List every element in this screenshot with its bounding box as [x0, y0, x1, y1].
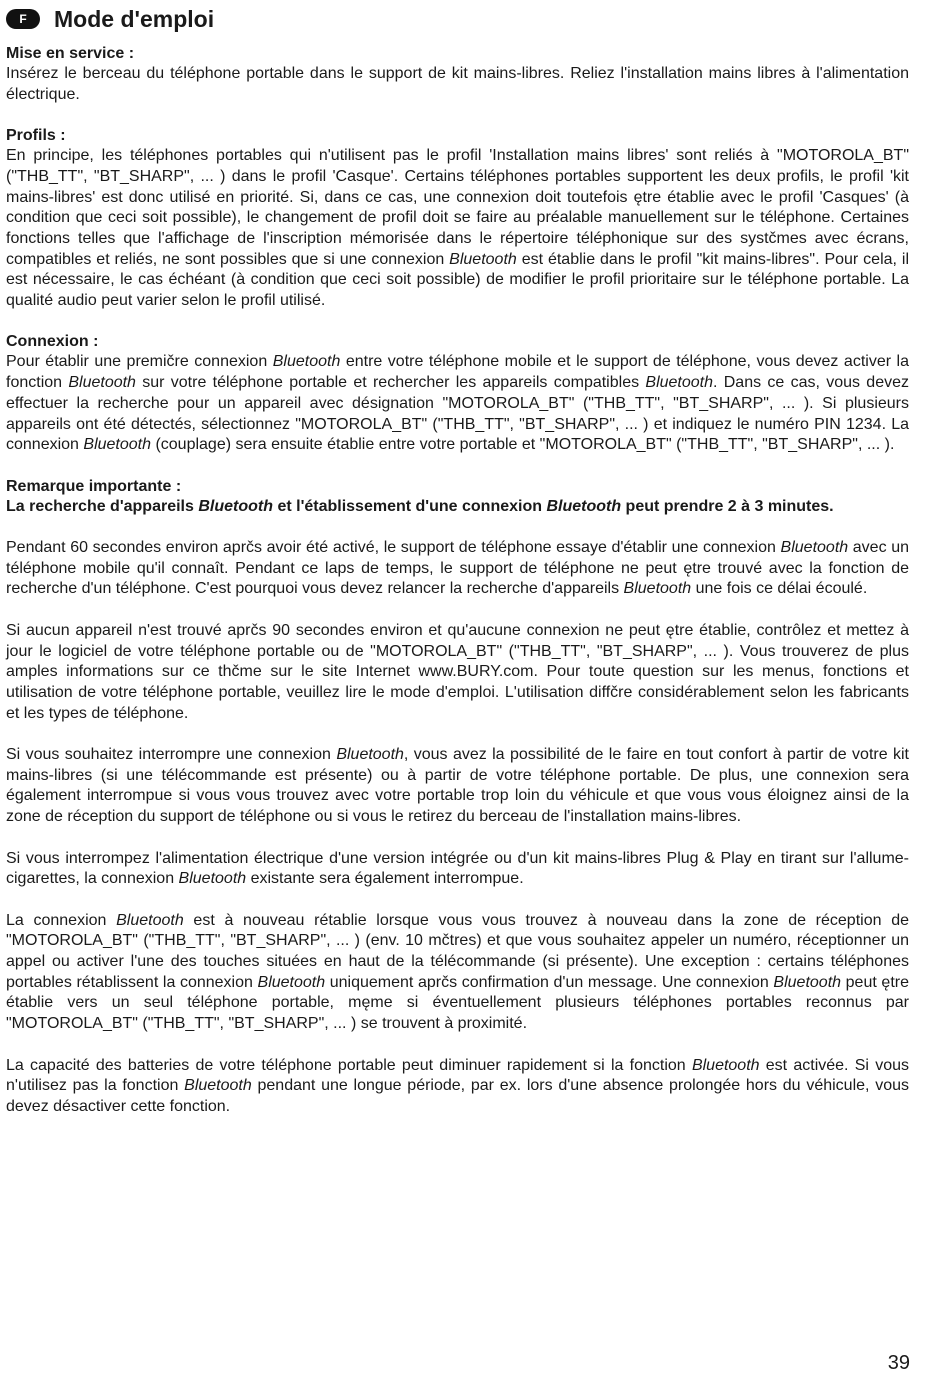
paragraph: La capacité des batteries de votre téléphone portable peut diminuer rapidement si la fonction Bluetooth est activée. Si vous n'utilisez pas la fonction Bluetooth pendant une longue période, par ex. lors d'une absence prolongée hors du véhicule, vous devez désactiver cette fonction. — [6, 1056, 910, 1115]
important-note: La recherche d'appareils Bluetooth et l'établissement d'une connexion Bluetooth peut prendre 2 à 3 minutes. — [6, 497, 834, 515]
paragraph: Pendant 60 secondes environ aprčs avoir été activé, le support de téléphone essaye d'établir une connexion Bluetooth avec un téléphone mobile qu'il connaît. Pendant ce laps de temps, le support de téléphone ne peut ętre trouvé avec la fonction de recherche d'un téléphone. C'est pourquoi vous devez relancer la recherche d'appareils Bluetooth une fois ce délai écoulé. — [6, 539, 910, 598]
section-profils — [6, 126, 909, 312]
paragraph: La connexion Bluetooth est à nouveau rétablie lorsque vous vous trouvez à nouveau dans la zone de réception de "MOTOROLA_BT" ("THB_TT", "BT_SHARP", ... ) (env. 10 mčtres) et que vous souhaitez appeler un numéro, réceptionner un appel ou activer l'une des touches situées en haut de la télécommande (si présente). Une exception : certains téléphones portables rétablissent la connexion Bluetooth uniquement aprčs confirmation d'un message. Une connexion Bluetooth peut ętre établie vers un seul téléphone portable, męme si éventuellement plusieurs téléphones portables reconnus par "MOTOROLA_BT" ("THB_TT", "BT_SHARP", ... ) se trouvent à proximité. — [6, 911, 909, 1033]
body-paragraphs — [6, 538, 909, 1118]
section-remarque-importante — [6, 477, 909, 518]
paragraph: En principe, les téléphones portables qui n'utilisent pas le profil 'Installation mains libres' sont reliés à "MOTOROLA_BT" ("THB_TT", "BT_SHARP", ... ) dans le profil 'Casque'. Certains téléphones portables supportent les deux profils, le profil 'kit mains-libres' est donc utilisé en priorité. Si, dans ce cas, une connexion doit toutefois ętre établie avec le profil 'Casques' (à condition que ceci soit possible), le changement de profil doit se faire au préalable manuellement sur le téléphone. Certaines fonctions telles que l'affichage de l'inscription mémorisée dans le répertoire téléphonique sur des systčmes avec écrans, compatibles et reliés, ne sont possibles que si une connexion Bluetooth est établie dans le profil "kit mains-libres". Pour cela, il est nécessaire, le cas échéant (à condition que ceci soit possible) de modifier le profil prioritaire sur le téléphone portable. La qualité audio peut varier selon le profil utilisé. — [6, 147, 909, 310]
paragraph: Si vous interrompez l'alimentation électrique d'une version intégrée ou d'un kit mains-libres Plug & Play en tirant sur l'allume-cigarettes, la connexion Bluetooth existante sera également interrompue. — [6, 849, 909, 888]
paragraph: Insérez le berceau du téléphone portable dans le support de kit mains-libres. Reliez l'installation mains libres à l'alimentation électrique. — [6, 65, 909, 103]
paragraph: Si aucun appareil n'est trouvé aprčs 90 secondes environ et qu'aucune connexion ne peut ętre établie, contrôlez et mettez à jour le logiciel de votre téléphone portable ou de "MOTOROLA_BT" ("THB_TT", "BT_SHARP", ... ). Vous trouverez de plus amples informations sur ce thčme sur le site Internet www.BURY.com. Pour toute question sur les menus, fonctions et utilisation de votre téléphone portable, veuillez lire le mode d'emploi. L'utilisation diffčre considérablement selon les fabricants et les types de téléphone. — [6, 621, 909, 722]
section-heading: Remarque importante : — [6, 477, 182, 495]
page-number: 39 — [887, 1352, 910, 1374]
language-badge: F — [6, 9, 40, 29]
title-row — [6, 2, 909, 36]
section-heading: Connexion : — [6, 333, 99, 351]
section-mise-en-service — [6, 44, 909, 105]
paragraph: Si vous souhaitez interrompre une connexion Bluetooth, vous avez la possibilité de le faire en tout confort à partir de votre kit mains-libres (si une télécommande est présente) ou à partir de votre téléphone portable. De plus, une connexion sera également interrompue si vous vous trouvez avec votre portable trop loin du véhicule et que vous vous éloignez ainsi de la zone de réception du support de téléphone ou si vous le retirez du berceau de l'installation mains-libres. — [6, 746, 910, 826]
page-title: Mode d'emploi — [54, 5, 215, 32]
manual-page — [6, 0, 909, 1118]
section-heading: Mise en service : — [6, 45, 135, 62]
section-heading: Profils : — [6, 127, 66, 145]
paragraph: Pour établir une premičre connexion Bluetooth entre votre téléphone mobile et le support de téléphone, vous devez activer la fonction Bluetooth sur votre téléphone portable et rechercher les appareils compatibles Bluetooth. Dans ce cas, vous devez effectuer la recherche pour un appareil avec désignation "MOTOROLA_BT" ("THB_TT", "BT_SHARP", ... ). Si plusieurs appareils ont été détectés, sélectionnez "MOTOROLA_BT" ("THB_TT", "BT_SHARP", ... ) et indiquez le numéro PIN 1234. La connexion Bluetooth (couplage) sera ensuite établie entre votre portable et "MOTOROLA_BT" ("THB_TT", "BT_SHARP", ... ). — [6, 353, 910, 454]
section-connexion — [6, 332, 909, 456]
